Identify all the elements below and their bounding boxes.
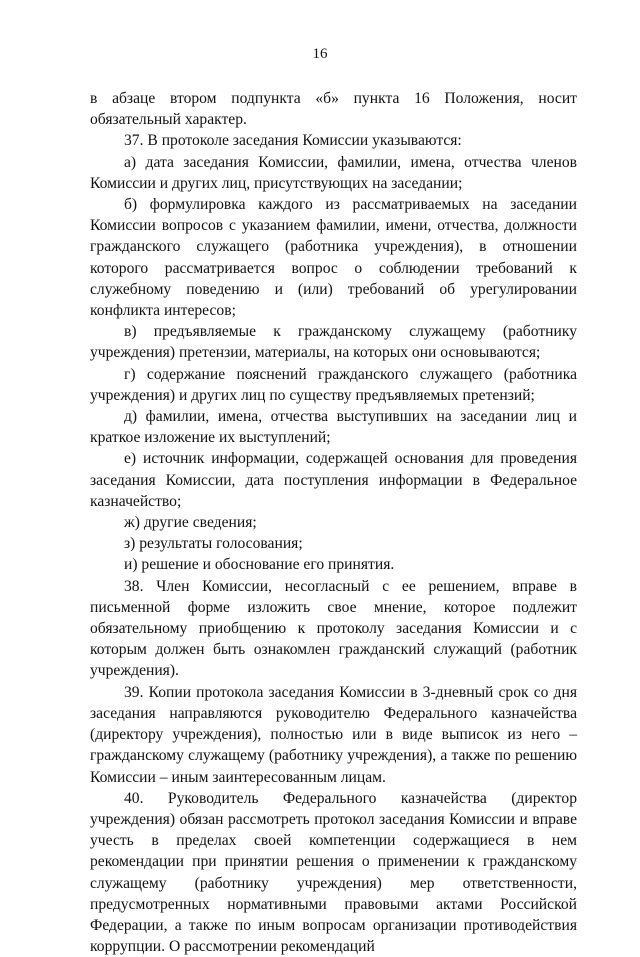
paragraph-37-z: з) результаты голосования; <box>124 535 303 553</box>
paragraph-37: 37. В протоколе заседания Комиссии указываются: <box>124 132 462 150</box>
paragraph-37-b: б) формулировка каждого из рассматриваемых на заседании Комиссии вопросов с указанием фамилии, имени, отчества, должности гражданского служащего (работника учреждения), в отношении которого рассматривается вопрос о соблюдении требований к служебному поведению и (или) требований об урегулировании конфликта интересов; <box>90 196 577 320</box>
paragraph-37-a: а) дата заседания Комиссии, фамилии, имена, отчества членов Комиссии и других лиц, присутствующих на заседании; <box>90 153 577 192</box>
paragraph-37-zh: ж) другие сведения; <box>124 514 257 532</box>
paragraph-continuation: в абзаце втором подпункта «б» пункта 16 Положения, носит обязательный характер. <box>90 90 577 129</box>
document-body <box>90 88 577 957</box>
paragraph-38: 38. Член Комиссии, несогласный с ее решением, вправе в письменной форме изложить свое мнение, которое подлежит обязательному приобщению к протоколу заседания Комиссии и с которым должен быть ознакомлен гражданский служащий (работник учреждения). <box>90 577 577 680</box>
paragraph-39: 39. Копии протокола заседания Комиссии в 3-дневный срок со дня заседания направляются руководителю Федерального казначейства (директору учреждения), полностью или в виде выписок из него – гражданскому служащему (работнику учреждения), а также по решению Комиссии – иным заинтересованным лицам. <box>90 683 577 786</box>
page-number: 16 <box>312 46 328 62</box>
paragraph-37-e: е) источник информации, содержащей основания для проведения заседания Комиссии, дата поступления информации в Федеральное казначейство; <box>90 450 577 510</box>
paragraph-37-v: в) предъявляемые к гражданскому служащему (работнику учреждения) претензии, материалы, на которых они основываются; <box>90 323 577 362</box>
paragraph-40: 40. Руководитель Федерального казначейства (директор учреждения) обязан рассмотреть протокол заседания Комиссии и вправе учесть в пределах своей компетенции содержащиеся в нем рекомендации при принятии решения о применении к гражданскому служащему (работнику учреждения) мер ответственности, предусмотренных нормативными правовыми актами Российской Федерации, а также по иным вопросам организации противодействия коррупции. О рассмотрении рекомендаций <box>90 789 577 956</box>
paragraph-37-g: г) содержание пояснений гражданского служащего (работника учреждения) и других лиц по существу предъявляемых претензий; <box>90 365 577 404</box>
paragraph-37-d: д) фамилии, имена, отчества выступивших на заседании лиц и краткое изложение их выступлений; <box>90 408 577 447</box>
paragraph-37-i: и) решение и обоснование его принятия. <box>124 556 395 574</box>
